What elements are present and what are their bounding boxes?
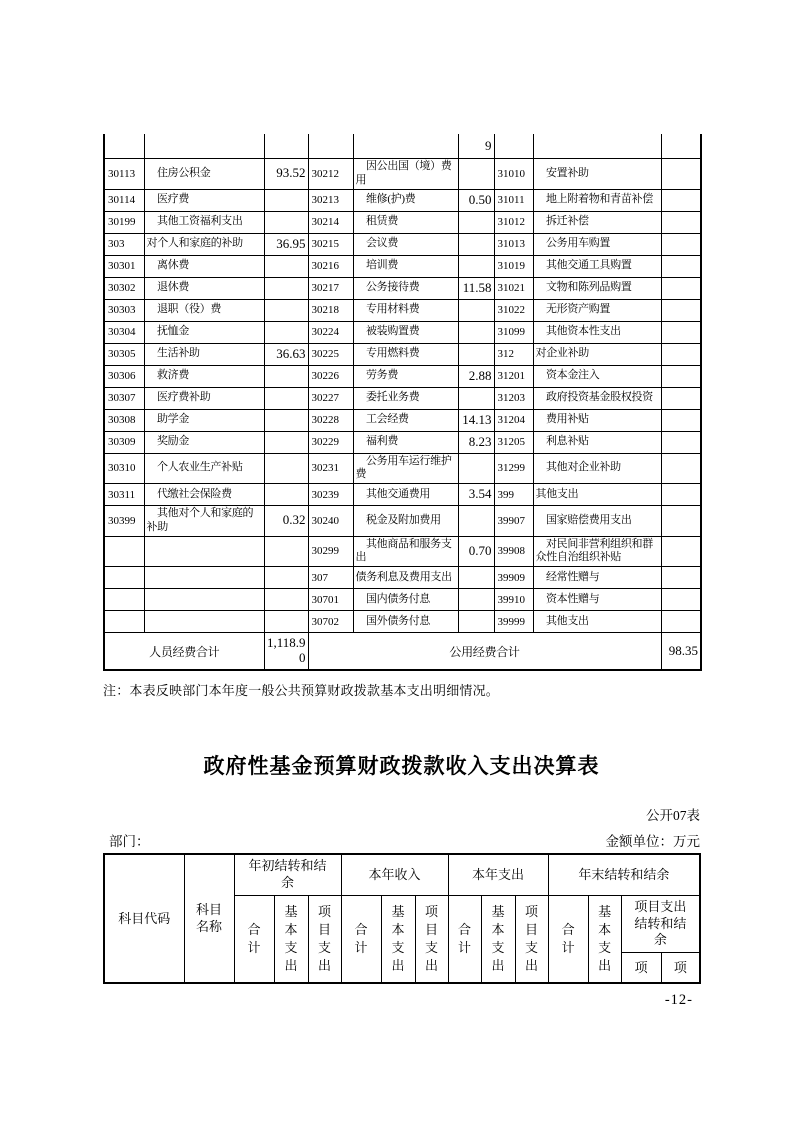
code-cell: 30216 [308,255,353,277]
name-cell: 会议费 [353,233,458,255]
code-cell: 30226 [308,365,353,387]
name-cell: 其他交通工具购置 [533,255,661,277]
value-cell [458,255,494,277]
table-row [104,277,701,299]
code-cell [308,134,353,159]
value-cell [264,453,308,484]
code-cell: 30304 [104,321,144,343]
code-cell: 30310 [104,453,144,484]
department-label: 部门： [109,834,150,849]
name-cell: 离休费 [144,255,264,277]
code-cell: 30225 [308,343,353,365]
personnel-total-label: 人员经费合计 [104,633,264,671]
value-cell: 8.23 [458,431,494,453]
name-cell: 拆迁补偿 [533,211,661,233]
name-cell: 国外债务付息 [353,611,458,633]
table-row [104,387,701,409]
name-cell: 培训费 [353,255,458,277]
code-cell: 30213 [308,189,353,211]
code-cell: 31201 [494,365,533,387]
table-number-label: 公开07表 [646,808,700,823]
summary-row [104,633,701,671]
page-number: -12- [664,992,693,1008]
value-cell [661,277,701,299]
value-cell [661,506,701,537]
code-cell [104,589,144,611]
personnel-total-value: 1,118.90 [264,633,308,671]
g4-project-carryover-header: 项目支出结转和结余 [621,896,700,953]
value-cell [264,409,308,431]
name-cell: 奖励金 [144,431,264,453]
code-cell: 30306 [104,365,144,387]
name-cell [533,134,661,159]
code-cell: 30308 [104,409,144,431]
code-cell: 30228 [308,409,353,431]
name-cell: 抚恤金 [144,321,264,343]
code-cell: 30231 [308,453,353,484]
name-cell: 工会经费 [353,409,458,431]
g2-project-header: 项目支出 [415,896,448,984]
code-cell [104,611,144,633]
code-cell: 30702 [308,611,353,633]
name-cell: 租赁费 [353,211,458,233]
code-cell: 30240 [308,506,353,537]
code-cell: 30212 [308,159,353,190]
code-cell: 30114 [104,189,144,211]
name-cell: 福利费 [353,431,458,453]
value-cell: 0.50 [458,189,494,211]
code-cell: 30399 [104,506,144,537]
name-cell: 其他对企业补助 [533,453,661,484]
code-cell: 30305 [104,343,144,365]
table-row [104,343,701,365]
name-cell [353,134,458,159]
name-cell: 经常性赠与 [533,567,661,589]
name-cell: 其他支出 [533,611,661,633]
code-cell: 30299 [308,536,353,567]
g3-basic-header: 基本支出 [481,896,515,984]
name-cell: 救济费 [144,365,264,387]
code-cell: 30303 [104,299,144,321]
basic-expenditure-table [103,134,702,671]
code-cell: 30301 [104,255,144,277]
name-cell: 公务用车购置 [533,233,661,255]
name-cell: 医疗费补助 [144,387,264,409]
table-row [104,365,701,387]
value-cell: 0.70 [458,536,494,567]
value-cell [458,506,494,537]
code-cell: 31010 [494,159,533,190]
table-row [104,299,701,321]
code-cell: 399 [494,484,533,506]
table-row [104,536,701,567]
name-cell: 对民间非营利组织和群众性自治组织补贴 [533,536,661,567]
code-cell: 307 [308,567,353,589]
code-cell: 30113 [104,159,144,190]
value-cell [661,409,701,431]
name-cell: 债务利息及费用支出 [353,567,458,589]
section-title: 政府性基金预算财政拨款收入支出决算表 [203,754,600,778]
name-cell: 其他工资福利支出 [144,211,264,233]
value-cell [661,255,701,277]
code-cell: 303 [104,233,144,255]
value-cell [661,536,701,567]
public-total-label: 公用经费合计 [308,633,661,671]
name-cell: 其他支出 [533,484,661,506]
value-cell [264,431,308,453]
code-cell: 30199 [104,211,144,233]
gov-fund-table [103,853,701,984]
name-cell: 对个人和家庭的补助 [144,233,264,255]
value-cell [458,343,494,365]
table-row [104,233,701,255]
value-cell [661,189,701,211]
value-cell [458,611,494,633]
table-row [104,484,701,506]
value-cell [458,589,494,611]
code-cell: 39908 [494,536,533,567]
code-cell: 31021 [494,277,533,299]
code-cell: 30229 [308,431,353,453]
value-cell [264,567,308,589]
code-cell: 31099 [494,321,533,343]
value-cell [661,387,701,409]
name-cell: 其他交通费用 [353,484,458,506]
value-cell: 93.52 [264,159,308,190]
table-row [104,506,701,537]
name-cell: 文物和陈列品购置 [533,277,661,299]
name-cell [144,589,264,611]
name-cell: 其他对个人和家庭的补助 [144,506,264,537]
value-cell: 2.88 [458,365,494,387]
g1-total-header: 合计 [234,896,274,984]
g4-total-header: 合计 [548,896,588,984]
name-cell: 委托业务费 [353,387,458,409]
table-note: 注：本表反映部门本年度一般公共预算财政拨款基本支出明细情况。 [103,683,500,698]
code-cell [494,134,533,159]
code-cell: 31013 [494,233,533,255]
table-row [104,159,701,190]
g1-basic-header: 基本支出 [274,896,308,984]
g3-project-header: 项目支出 [515,896,548,984]
code-cell [104,536,144,567]
code-cell [104,134,144,159]
value-cell [264,211,308,233]
code-cell: 39910 [494,589,533,611]
value-cell [661,611,701,633]
public-total-value: 98.35 [661,633,701,671]
code-cell: 30309 [104,431,144,453]
name-cell: 住房公积金 [144,159,264,190]
g3-total-header: 合计 [448,896,481,984]
value-cell [661,134,701,159]
value-cell [458,299,494,321]
name-cell: 其他商品和服务支出 [353,536,458,567]
g1-project-header: 项目支出 [308,896,341,984]
code-cell: 30214 [308,211,353,233]
code-cell: 31011 [494,189,533,211]
g2-total-header: 合计 [341,896,381,984]
code-cell: 30307 [104,387,144,409]
name-cell: 医疗费 [144,189,264,211]
g4-basic-header: 基本支出 [588,896,621,984]
group-header-year-income: 本年收入 [341,854,448,896]
value-cell [661,589,701,611]
code-cell [104,567,144,589]
name-cell: 国家赔偿费用支出 [533,506,661,537]
value-cell [458,211,494,233]
value-cell [661,343,701,365]
table-meta-line [103,830,700,850]
table-row [104,431,701,453]
code-cell: 30302 [104,277,144,299]
name-cell: 政府投资基金股权投资 [533,387,661,409]
name-cell: 公务用车运行维护费 [353,453,458,484]
value-cell: 9 [458,134,494,159]
name-cell: 生活补助 [144,343,264,365]
group-header-row [104,854,700,896]
unit-label: 金额单位：万元 [605,834,700,849]
code-cell: 31299 [494,453,533,484]
name-cell: 个人农业生产补贴 [144,453,264,484]
g2-basic-header: 基本支出 [381,896,415,984]
value-cell [661,233,701,255]
value-cell [458,321,494,343]
value-cell [264,484,308,506]
name-cell: 利息补贴 [533,431,661,453]
code-cell: 31203 [494,387,533,409]
value-cell [264,189,308,211]
name-cell: 地上附着物和青苗补偿 [533,189,661,211]
code-cell: 30218 [308,299,353,321]
name-cell: 安置补助 [533,159,661,190]
continued-partial-row [104,134,701,159]
name-column-header: 科目名称 [184,854,234,983]
name-cell [144,134,264,159]
value-cell [458,159,494,190]
name-cell [144,611,264,633]
name-cell: 退休费 [144,277,264,299]
code-cell: 39909 [494,567,533,589]
table-row [104,453,701,484]
name-cell: 代缴社会保险费 [144,484,264,506]
group-header-opening-balance: 年初结转和结余 [234,854,341,896]
name-cell: 税金及附加费用 [353,506,458,537]
name-cell: 资本金注入 [533,365,661,387]
name-cell: 维修(护)费 [353,189,458,211]
basic-expenditure-section [103,134,700,699]
gov-fund-section [103,750,700,984]
value-cell [661,299,701,321]
code-cell: 31205 [494,431,533,453]
value-cell [264,536,308,567]
group-header-year-expense: 本年支出 [448,854,548,896]
table-row [104,611,701,633]
table-row [104,409,701,431]
table-row [104,589,701,611]
value-cell [264,387,308,409]
value-cell: 3.54 [458,484,494,506]
code-cell: 30239 [308,484,353,506]
value-cell [264,611,308,633]
name-cell: 退职（役）费 [144,299,264,321]
code-cell: 39907 [494,506,533,537]
name-cell [144,567,264,589]
value-cell [661,159,701,190]
code-cell: 39999 [494,611,533,633]
name-cell: 因公出国（境）费用 [353,159,458,190]
code-column-header: 科目代码 [104,854,184,983]
code-cell: 30217 [308,277,353,299]
name-cell: 资本性赠与 [533,589,661,611]
value-cell: 11.58 [458,277,494,299]
value-cell [264,589,308,611]
value-cell [661,321,701,343]
table-row [104,189,701,211]
name-cell: 费用补贴 [533,409,661,431]
name-cell: 其他资本性支出 [533,321,661,343]
value-cell [458,387,494,409]
name-cell: 专用材料费 [353,299,458,321]
value-cell [264,277,308,299]
name-cell: 国内债务付息 [353,589,458,611]
value-cell [264,365,308,387]
table-row [104,211,701,233]
value-cell [661,431,701,453]
value-cell [264,299,308,321]
value-cell [661,365,701,387]
name-cell: 公务接待费 [353,277,458,299]
code-cell: 30227 [308,387,353,409]
value-cell: 0.32 [264,506,308,537]
value-cell [264,134,308,159]
name-cell: 被装购置费 [353,321,458,343]
g4-sub2-header: 项 [661,953,700,984]
name-cell [144,536,264,567]
value-cell: 36.95 [264,233,308,255]
value-cell [458,453,494,484]
code-cell: 30311 [104,484,144,506]
value-cell [661,211,701,233]
name-cell: 劳务费 [353,365,458,387]
name-cell: 对企业补助 [533,343,661,365]
code-cell: 312 [494,343,533,365]
code-cell: 30224 [308,321,353,343]
value-cell [661,484,701,506]
g4-sub1-header: 项 [621,953,661,984]
code-cell: 30701 [308,589,353,611]
value-cell: 14.13 [458,409,494,431]
code-cell: 31019 [494,255,533,277]
table-row [104,321,701,343]
code-cell: 31012 [494,211,533,233]
name-cell: 专用燃料费 [353,343,458,365]
value-cell [458,233,494,255]
value-cell [264,321,308,343]
code-cell: 30215 [308,233,353,255]
table-row [104,255,701,277]
name-cell: 助学金 [144,409,264,431]
code-cell: 31022 [494,299,533,321]
group-header-closing-balance: 年末结转和结余 [548,854,700,896]
value-cell [661,567,701,589]
value-cell [458,567,494,589]
value-cell [264,255,308,277]
value-cell: 36.63 [264,343,308,365]
name-cell: 无形资产购置 [533,299,661,321]
table-row [104,567,701,589]
code-cell: 31204 [494,409,533,431]
value-cell [661,453,701,484]
